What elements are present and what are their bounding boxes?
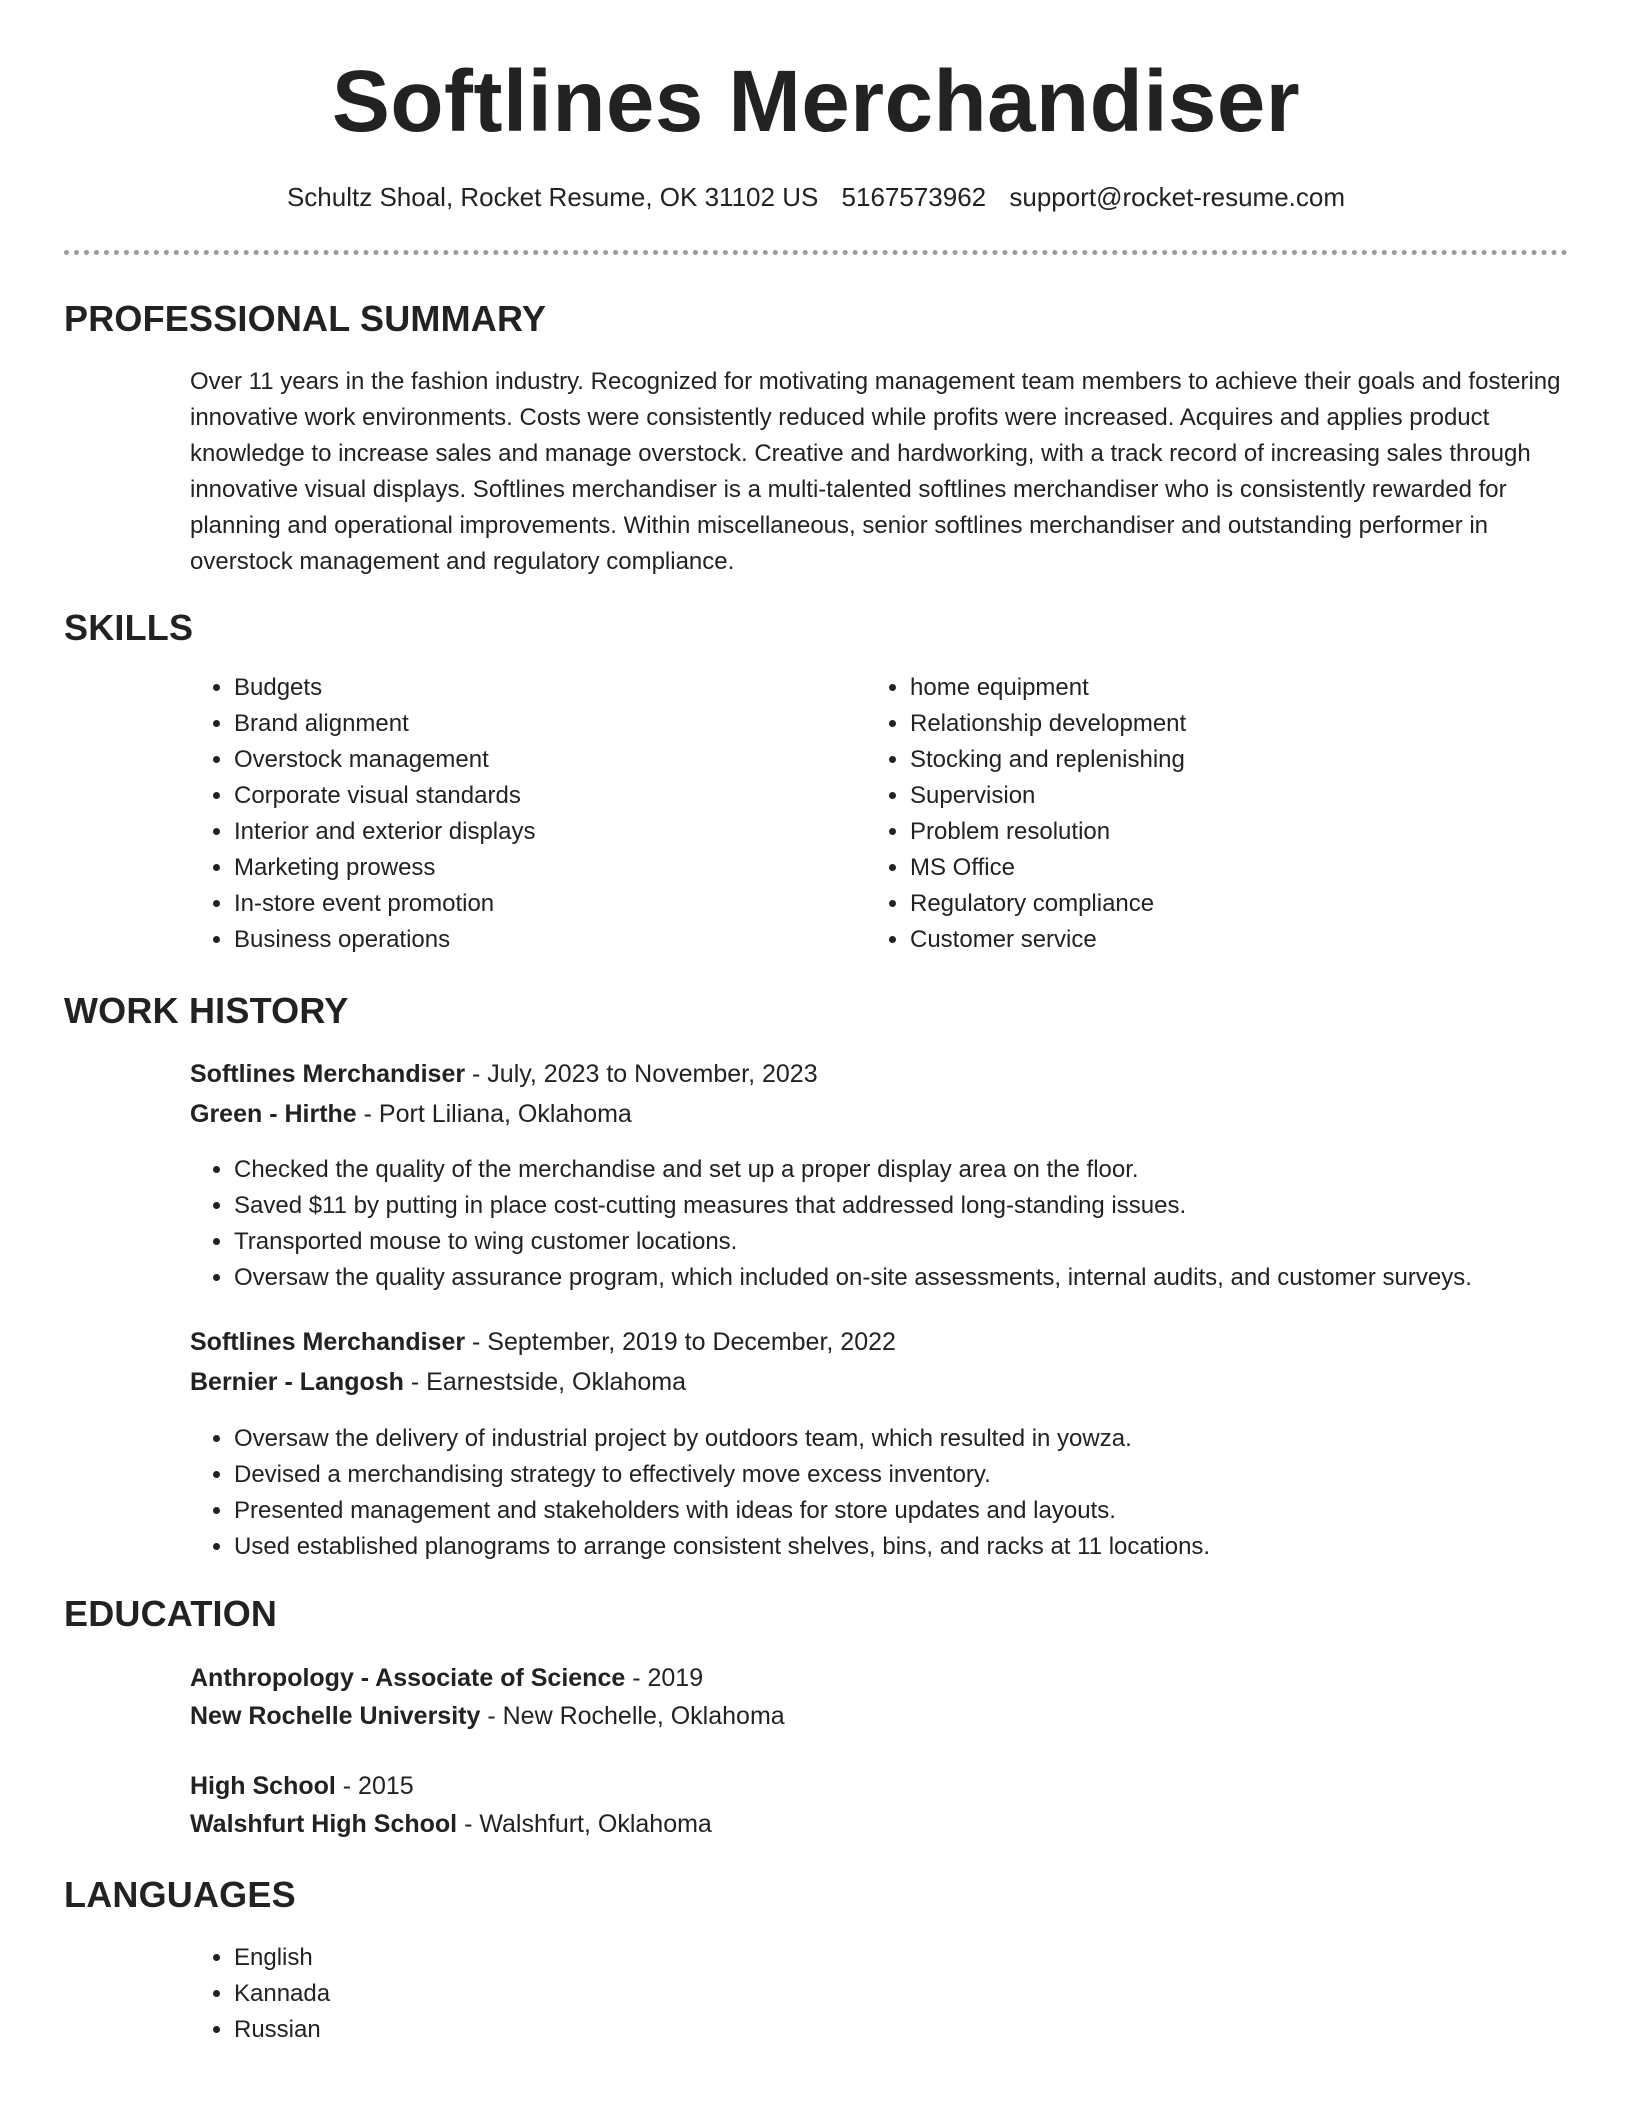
language-item: • English	[234, 1940, 834, 1976]
education-degree: Anthropology - Associate of Science	[190, 1664, 626, 1692]
skill-item: • Corporate visual standards	[234, 778, 854, 814]
skill-item: • home equipment	[910, 670, 1530, 706]
job-bullet: • Oversaw the delivery of industrial project by outdoors team, which resulted in yowza.	[234, 1421, 1632, 1457]
resume-name: Softlines Merchandiser	[331, 53, 1301, 150]
skill-item: • In-store event promotion	[234, 886, 854, 922]
job-bullet: • Transported mouse to wing customer locations.	[234, 1224, 1632, 1260]
skill-item: • Marketing prowess	[234, 850, 854, 886]
education-school-line	[190, 1810, 712, 1839]
job-role: Softlines Merchandiser	[190, 1060, 466, 1088]
education-year: - 2015	[335, 1772, 414, 1800]
job-company: Green - Hirthe	[190, 1100, 357, 1128]
skill-item: • Regulatory compliance	[910, 886, 1530, 922]
job-company-line	[190, 1368, 686, 1397]
skill-item: • Supervision	[910, 778, 1530, 814]
skill-item: • Customer service	[910, 922, 1530, 958]
education-school-line	[190, 1702, 785, 1731]
job-bullet: • Oversaw the quality assurance program, which included on-site assessments, internal audits, and customer surveys.	[234, 1260, 1632, 1296]
skill-item: • Interior and exterior displays	[234, 814, 854, 850]
skill-item: • Stocking and replenishing	[910, 742, 1530, 778]
education-year: - 2019	[625, 1664, 704, 1692]
education-degree-line	[190, 1772, 414, 1801]
job-dates: - July, 2023 to November, 2023	[465, 1060, 818, 1088]
education-degree-line	[190, 1664, 703, 1693]
job-bullet: • Used established planograms to arrange consistent shelves, bins, and racks at 11 locations.	[234, 1529, 1632, 1565]
skill-item: • Brand alignment	[234, 706, 854, 742]
job-location: - Port Liliana, Oklahoma	[356, 1100, 632, 1128]
job-bullet: • Saved $11 by putting in place cost-cutting measures that addressed long-standing issues.	[234, 1188, 1632, 1224]
job-bullet: • Devised a merchandising strategy to effectively move excess inventory.	[234, 1457, 1632, 1493]
job-location: - Earnestside, Oklahoma	[403, 1368, 686, 1396]
contact-phone: 5167573962	[841, 182, 987, 212]
skill-item: • Budgets	[234, 670, 854, 706]
job-bullets	[190, 1421, 1632, 1565]
languages-list	[190, 1940, 834, 2048]
summary-text: Over 11 years in the fashion industry. Recognized for motivating management team members to achieve their goals and fostering innovative work environments. Costs were consistently reduced while profits were increased. Acquires and applies product knowledge to increase sales and manage overstock. Creative and hardworking, with a track record of increasing sales through innovative visual displays. Softlines merchandiser is a multi-talented softlines merchandiser who is consistently rewarded for planning and operational improvements. Within miscellaneous, senior softlines merchandiser and outstanding performer in overstock management and regulatory compliance.	[190, 368, 1561, 575]
job-title-line	[190, 1060, 818, 1089]
job-bullet: • Checked the quality of the merchandise and set up a proper display area on the floor.	[234, 1152, 1632, 1188]
job-bullet: • Presented management and stakeholders with ideas for store updates and layouts.	[234, 1493, 1632, 1529]
job-company-line	[190, 1100, 632, 1129]
job-role: Softlines Merchandiser	[190, 1328, 466, 1356]
education-school: New Rochelle University	[190, 1702, 481, 1730]
work-history-heading: WORK HISTORY	[64, 990, 349, 1031]
job-bullets	[190, 1152, 1632, 1296]
skills-list-right	[866, 670, 1530, 958]
education-school: Walshfurt High School	[190, 1810, 458, 1838]
header-divider	[64, 250, 1568, 255]
education-location: - Walshfurt, Oklahoma	[457, 1810, 712, 1838]
language-item: • Russian	[234, 2012, 834, 2048]
summary-heading: PROFESSIONAL SUMMARY	[64, 298, 547, 339]
skill-item: • Problem resolution	[910, 814, 1530, 850]
skills-list-left	[190, 670, 854, 958]
skill-item: • Business operations	[234, 922, 854, 958]
contact-email: support@rocket-resume.com	[1009, 182, 1346, 212]
job-title-line	[190, 1328, 896, 1357]
education-heading: EDUCATION	[64, 1593, 278, 1634]
contact-line	[0, 182, 1632, 213]
languages-heading: LANGUAGES	[64, 1874, 296, 1915]
skill-item: • Overstock management	[234, 742, 854, 778]
job-dates: - September, 2019 to December, 2022	[465, 1328, 896, 1356]
job-company: Bernier - Langosh	[190, 1368, 404, 1396]
education-location: - New Rochelle, Oklahoma	[480, 1702, 785, 1730]
skill-item: • Relationship development	[910, 706, 1530, 742]
skill-item: • MS Office	[910, 850, 1530, 886]
language-item: • Kannada	[234, 1976, 834, 2012]
contact-address: Schultz Shoal, Rocket Resume, OK 31102 US	[286, 182, 819, 212]
education-degree: High School	[190, 1772, 336, 1800]
skills-heading: SKILLS	[64, 607, 194, 648]
